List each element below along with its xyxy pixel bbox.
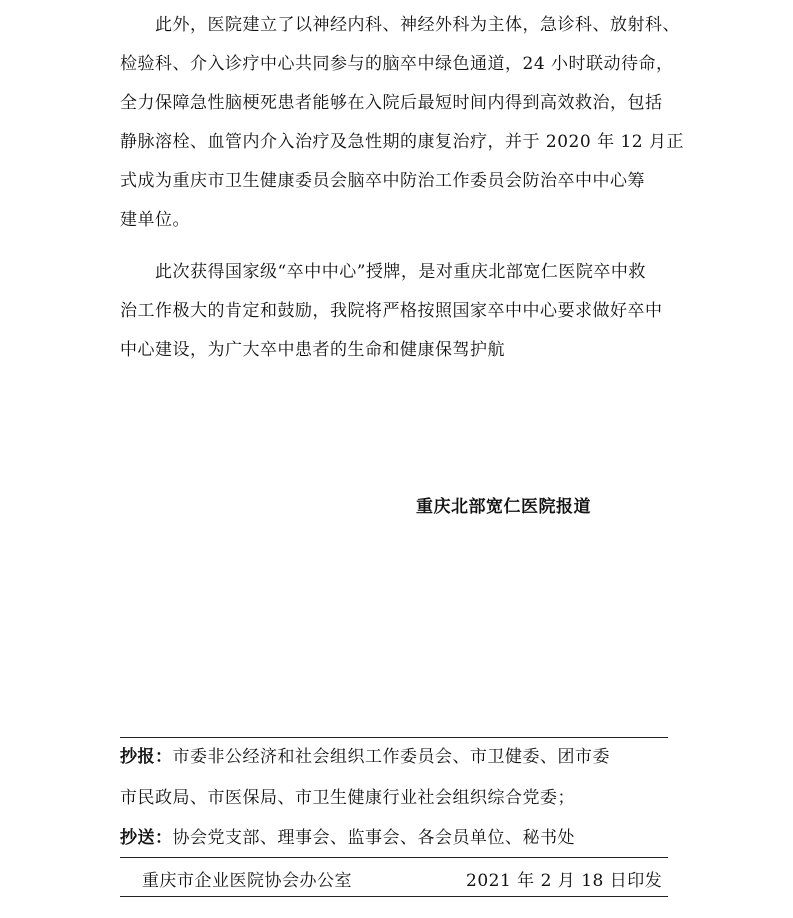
copy-to-line xyxy=(120,823,575,848)
signature: 重庆北部宽仁医院报道 xyxy=(416,497,591,517)
divider-top xyxy=(120,737,668,738)
paragraph-line: 全力保障急性脑梗死患者能够在入院后最短时间内得到高效救治，包括 xyxy=(120,93,663,113)
report-to-recipients-continued: 市民政局、市医保局、市卫生健康行业社会组织综合党委； xyxy=(120,788,575,808)
paragraph-line: 静脉溶栓、血管内介入治疗及急性期的康复治疗，并于 2020 年 12 月正 xyxy=(120,132,685,152)
paragraph-line: 此外，医院建立了以神经内科、神经外科为主体，急诊科、放射科、 xyxy=(120,15,680,35)
body-paragraph-2 xyxy=(120,253,680,370)
paragraph-line: 检验科、介入诊疗中心共同参与的脑卒中绿色通道，24 小时联动待命， xyxy=(120,54,674,74)
paragraph-line: 建单位。 xyxy=(120,210,190,230)
paragraph-line: 式成为重庆市卫生健康委员会脑卒中防治工作委员会防治卒中中心筹 xyxy=(120,171,645,191)
paragraph-line: 治工作极大的肯定和鼓励，我院将严格按照国家卒中中心要求做好卒中 xyxy=(120,301,663,321)
issuer: 重庆市企业医院协会办公室 xyxy=(142,871,352,891)
paragraph-line: 此次获得国家级“卒中中心”授牌，是对重庆北部宽仁医院卒中救 xyxy=(120,262,646,282)
divider-middle xyxy=(120,857,668,858)
copy-to-label: 抄送： xyxy=(120,828,173,848)
divider-bottom xyxy=(120,896,668,897)
copy-to-recipients: 协会党支部、理事会、监事会、各会员单位、秘书处 xyxy=(172,828,575,848)
report-to-recipients: 市委非公经济和社会组织工作委员会、市卫健委、团市委 xyxy=(172,747,610,767)
issue-date: 2021 年 2 月 18 日印发 xyxy=(466,871,663,891)
paragraph-line: 中心建设，为广大卒中患者的生命和健康保驾护航 xyxy=(120,340,505,360)
report-to-line-1 xyxy=(120,742,610,767)
report-to-label: 抄报： xyxy=(120,747,173,767)
body-paragraph-1 xyxy=(120,6,685,240)
report-to-line-2 xyxy=(120,783,575,808)
